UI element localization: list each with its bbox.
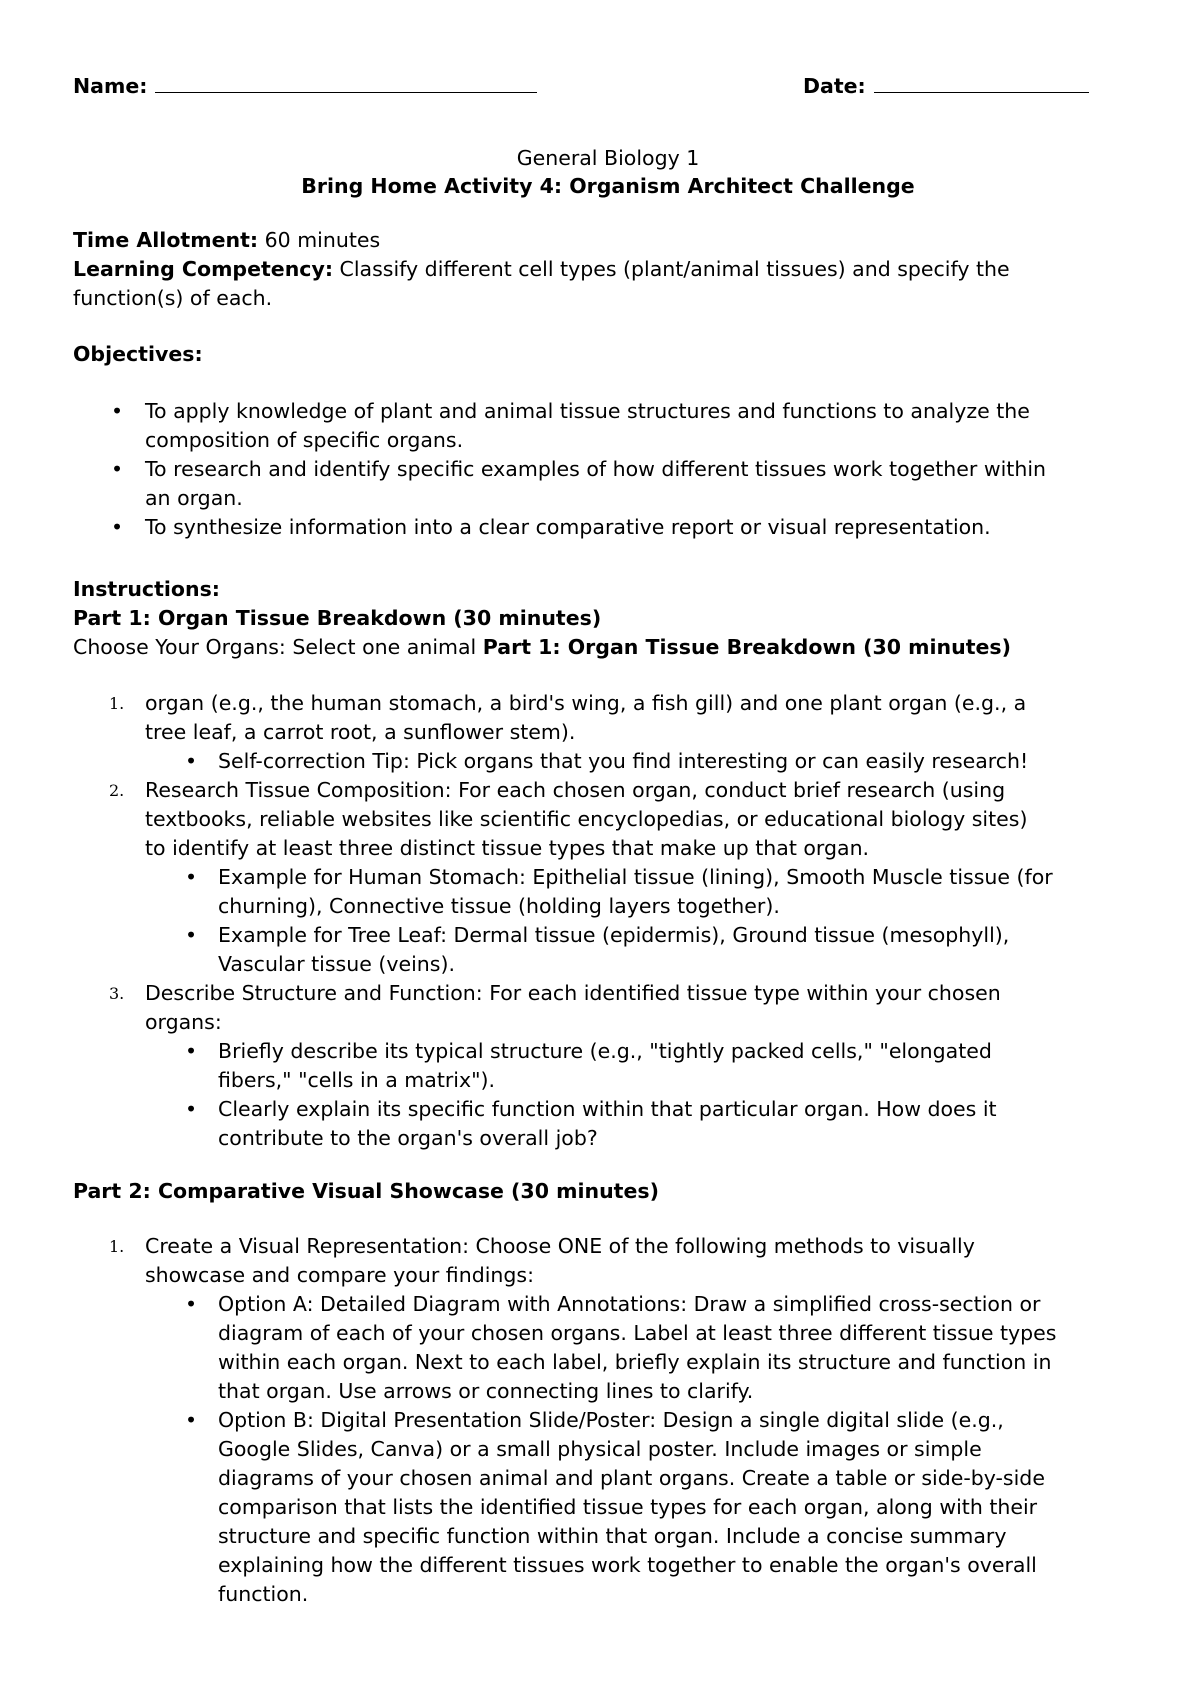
sub-bullet-line [73, 863, 1143, 892]
bullet-icon: • [111, 457, 124, 481]
numbered-item-line [73, 979, 1143, 1008]
time-allotment-label: Time Allotment: [73, 228, 259, 252]
numbered-item-text: Create a Visual Representation: Choose ONE of the following methods to visually [145, 1234, 975, 1258]
objective-item-line [73, 513, 1143, 542]
numbered-item-line [73, 1232, 1143, 1261]
activity-title: Bring Home Activity 4: Organism Architect Challenge [301, 174, 915, 198]
numbered-item-line [73, 776, 1143, 805]
numbered-item-line [73, 805, 1143, 834]
numbered-item-text: organ (e.g., the human stomach, a bird's wing, a fish gill) and one plant organ (e.g., a [145, 691, 1027, 715]
bullet-icon: • [111, 515, 124, 539]
date-field-block [803, 70, 1089, 101]
numbered-item-text: organs: [145, 1010, 222, 1034]
bullet-icon: • [185, 865, 198, 889]
sub-bullet-text: explaining how the different tissues work together to enable the organ's overall [218, 1553, 1037, 1577]
name-date-row [73, 70, 1143, 100]
sub-bullet-text: Example for Human Stomach: Epithelial tissue (lining), Smooth Muscle tissue (for [218, 865, 1053, 889]
bullet-icon: • [185, 1408, 198, 1432]
sub-bullet-line [73, 747, 1143, 776]
bullet-icon: • [111, 399, 124, 423]
numbered-item-text: Research Tissue Composition: For each chosen organ, conduct brief research (using [145, 778, 1006, 802]
objective-text: To research and identify specific examples of how different tissues work together within [145, 457, 1047, 481]
numbered-item-line [73, 689, 1143, 718]
choose-organs-text: Choose Your Organs: Select one animal [73, 635, 477, 659]
numbered-item-line [73, 1261, 1143, 1290]
numbered-item-text: showcase and compare your findings: [145, 1263, 534, 1287]
learning-competency-label: Learning Competency: [73, 257, 334, 281]
numbered-item-line [73, 718, 1143, 747]
bullet-icon: • [185, 1039, 198, 1063]
sub-bullet-text: Google Slides, Canva) or a small physical poster. Include images or simple [218, 1437, 982, 1461]
sub-bullet-line [73, 1066, 1143, 1095]
sub-bullet-line [73, 1522, 1143, 1551]
sub-bullet-text: comparison that lists the identified tissue types for each organ, along with their [218, 1495, 1038, 1519]
bullet-icon: • [185, 1097, 198, 1121]
sub-bullet-text: Vascular tissue (veins). [218, 952, 455, 976]
sub-bullet-text: Option A: Detailed Diagram with Annotations: Draw a simplified cross-section or [218, 1292, 1041, 1316]
sub-bullet-line [73, 1290, 1143, 1319]
objective-item-line [73, 397, 1143, 426]
sub-bullet-text: churning), Connective tissue (holding layers together). [218, 894, 780, 918]
item-number: 2. [109, 781, 125, 800]
sub-bullet-text: Option B: Digital Presentation Slide/Poster: Design a single digital slide (e.g., [218, 1408, 1004, 1432]
sub-bullet-text: fibers," "cells in a matrix"). [218, 1068, 496, 1092]
learning-competency-text-cont: function(s) of each. [73, 286, 273, 310]
document-title [73, 144, 1143, 200]
sub-bullet-line [73, 1095, 1143, 1124]
sub-bullet-line [73, 950, 1143, 979]
learning-competency-text: Classify different cell types (plant/animal tissues) and specify the [339, 257, 1010, 281]
objective-text: To apply knowledge of plant and animal tissue structures and functions to analyze the [145, 399, 1030, 423]
sub-bullet-text: Example for Tree Leaf: Dermal tissue (epidermis), Ground tissue (mesophyll), [218, 923, 1010, 947]
sub-bullet-text: within each organ. Next to each label, briefly explain its structure and function in [218, 1350, 1052, 1374]
sub-bullet-line [73, 921, 1143, 950]
item-number: 1. [109, 694, 125, 713]
sub-bullet-text: diagrams of your chosen animal and plant organs. Create a table or side-by-side [218, 1466, 1045, 1490]
sub-bullet-line [73, 1406, 1143, 1435]
sub-bullet-text: that organ. Use arrows or connecting lines to clarify. [218, 1379, 754, 1403]
part2-heading: Part 2: Comparative Visual Showcase (30 minutes) [73, 1179, 659, 1203]
item-number: 1. [109, 1237, 125, 1256]
sub-bullet-line [73, 1377, 1143, 1406]
part1-heading: Part 1: Organ Tissue Breakdown (30 minutes) [73, 606, 602, 630]
objectives-list [73, 397, 1143, 542]
date-label: Date: [803, 74, 866, 98]
numbered-item-line [73, 834, 1143, 863]
sub-bullet-text: structure and specific function within that organ. Include a concise summary [218, 1524, 1007, 1548]
sub-bullet-line [73, 1580, 1143, 1609]
sub-bullet-text: Self-correction Tip: Pick organs that you find interesting or can easily research! [218, 749, 1029, 773]
choose-organs-bold: Part 1: Organ Tissue Breakdown (30 minutes) [482, 635, 1011, 659]
numbered-item-text: Describe Structure and Function: For each identified tissue type within your chosen [145, 981, 1001, 1005]
sub-bullet-line [73, 1037, 1143, 1066]
sub-bullet-line [73, 1319, 1143, 1348]
numbered-item-text: tree leaf, a carrot root, a sunflower stem). [145, 720, 576, 744]
sub-bullet-text: Briefly describe its typical structure (e.g., "tightly packed cells," "elongated [218, 1039, 992, 1063]
sub-bullet-text: Clearly explain its specific function within that particular organ. How does it [218, 1097, 997, 1121]
objectives-heading: Objectives: [73, 342, 203, 366]
bullet-icon: • [185, 749, 198, 773]
sub-bullet-line [73, 1124, 1143, 1153]
objective-item-line [73, 426, 1143, 455]
numbered-item-text: textbooks, reliable websites like scientific encyclopedias, or educational biology sites) [145, 807, 1028, 831]
objective-item-line [73, 455, 1143, 484]
choose-organs-line [73, 633, 1143, 662]
part2-list [73, 1232, 1143, 1609]
sub-bullet-line [73, 1493, 1143, 1522]
sub-bullet-line [73, 1435, 1143, 1464]
sub-bullet-line [73, 892, 1143, 921]
numbered-item-text: to identify at least three distinct tissue types that make up that organ. [145, 836, 870, 860]
sub-bullet-text: contribute to the organ's overall job? [218, 1126, 598, 1150]
sub-bullet-line [73, 1348, 1143, 1377]
sub-bullet-line [73, 1464, 1143, 1493]
date-blank-line[interactable] [874, 70, 1089, 93]
instructions-section [73, 575, 1143, 662]
course-title: General Biology 1 [516, 146, 700, 170]
bullet-icon: • [185, 1292, 198, 1316]
part1-list [73, 689, 1143, 1153]
sub-bullet-text: diagram of each of your chosen organs. Label at least three different tissue types [218, 1321, 1057, 1345]
objective-item-line [73, 484, 1143, 513]
objective-text: an organ. [145, 486, 243, 510]
name-label: Name: [73, 74, 148, 98]
item-number: 3. [109, 984, 125, 1003]
objective-text: composition of specific organs. [145, 428, 464, 452]
sub-bullet-text: function. [218, 1582, 309, 1606]
objective-text: To synthesize information into a clear comparative report or visual representation. [145, 515, 991, 539]
time-allotment-value: 60 minutes [264, 228, 381, 252]
instructions-heading: Instructions: [73, 577, 220, 601]
bullet-icon: • [185, 923, 198, 947]
activity-meta [73, 226, 1143, 313]
sub-bullet-line [73, 1551, 1143, 1580]
name-field-block [73, 70, 537, 101]
numbered-item-line [73, 1008, 1143, 1037]
name-blank-line[interactable] [155, 70, 537, 93]
